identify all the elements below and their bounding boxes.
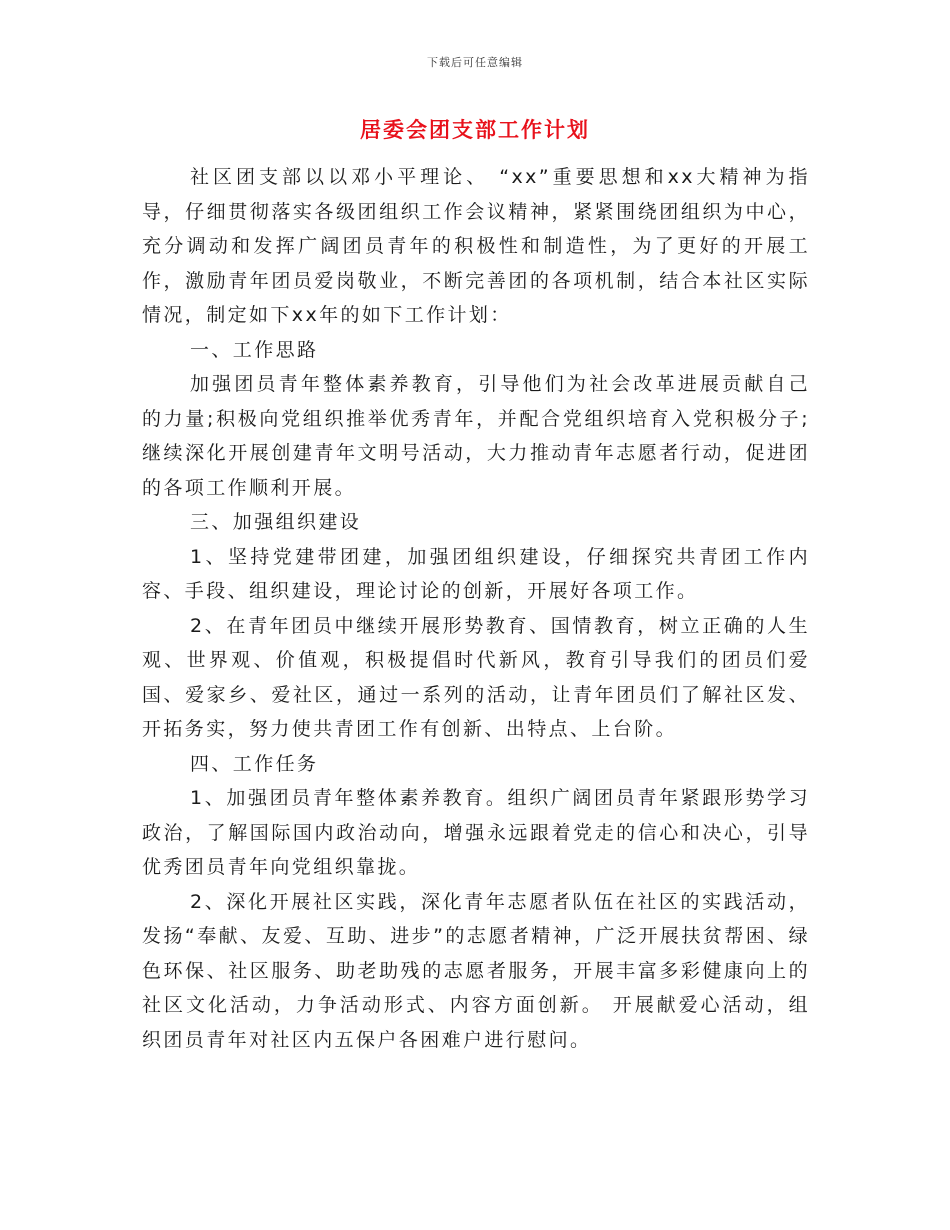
- paragraph-work-thinking: 加强团员青年整体素养教育，引导他们为社会改革进展贡献自己的力量;积极向党组织推举优秀青年，并配合党组织培育入党积极分子;继续深化开展创建青年文明号活动，大力推动青年志愿者行动，促进团的各项工作顺利开展。: [142, 373, 810, 499]
- paragraph-organization-1: 1、坚持党建带团建，加强团组织建设，仔细探究共青团工作内容、手段、组织建设，理论讨论的创新，开展好各项工作。: [142, 545, 810, 602]
- section-heading-work-thinking: 一、工作思路: [190, 338, 319, 361]
- header-note: 下载后可任意编辑: [427, 56, 523, 69]
- paragraph-intro: 社区团支部以以邓小平理论、 “xx”重要思想和xx大精神为指导，仔细贯彻落实各级团组织工作会议精神，紧紧围绕团组织为中心，充分调动和发挥广阔团员青年的积极性和制造性，为了更好的开展工作，激励青年团员爱岗敬业，不断完善团的各项机制，结合本社区实际情况，制定如下xx年的如下工作计划：: [142, 166, 810, 326]
- document-title: 居委会团支部工作计划: [360, 118, 590, 142]
- paragraph-task-1: 1、加强团员青年整体素养教育。组织广阔团员青年紧跟形势学习政治，了解国际国内政治动向，增强永远跟着党走的信心和决心，引导优秀团员青年向党组织靠拢。: [142, 787, 810, 878]
- document-body: [142, 160, 810, 1057]
- section-heading-organization: 三、加强组织建设: [190, 511, 362, 533]
- paragraph-organization-2: 2、在青年团员中继续开展形势教育、国情教育，树立正确的人生观、世界观、价值观，积极提倡时代新风，教育引导我们的团员们爱国、爱家乡、爱社区，通过一系列的活动，让青年团员们了解社区发、开拓务实，努力使共青团工作有创新、出特点、上台阶。: [142, 614, 810, 740]
- section-heading-tasks: 四、工作任务: [190, 752, 319, 775]
- paragraph-task-2: 2、深化开展社区实践，深化青年志愿者队伍在社区的实践活动，发扬“奉献、友爱、互助、进步”的志愿者精神，广泛开展扶贫帮困、绿色环保、社区服务、助老助残的志愿者服务，开展丰富多彩健康向上的社区文化活动，力争活动形式、内容方面创新。 开展献爱心活动，组织团员青年对社区内五保户各困难户进行慰问。: [142, 890, 810, 1051]
